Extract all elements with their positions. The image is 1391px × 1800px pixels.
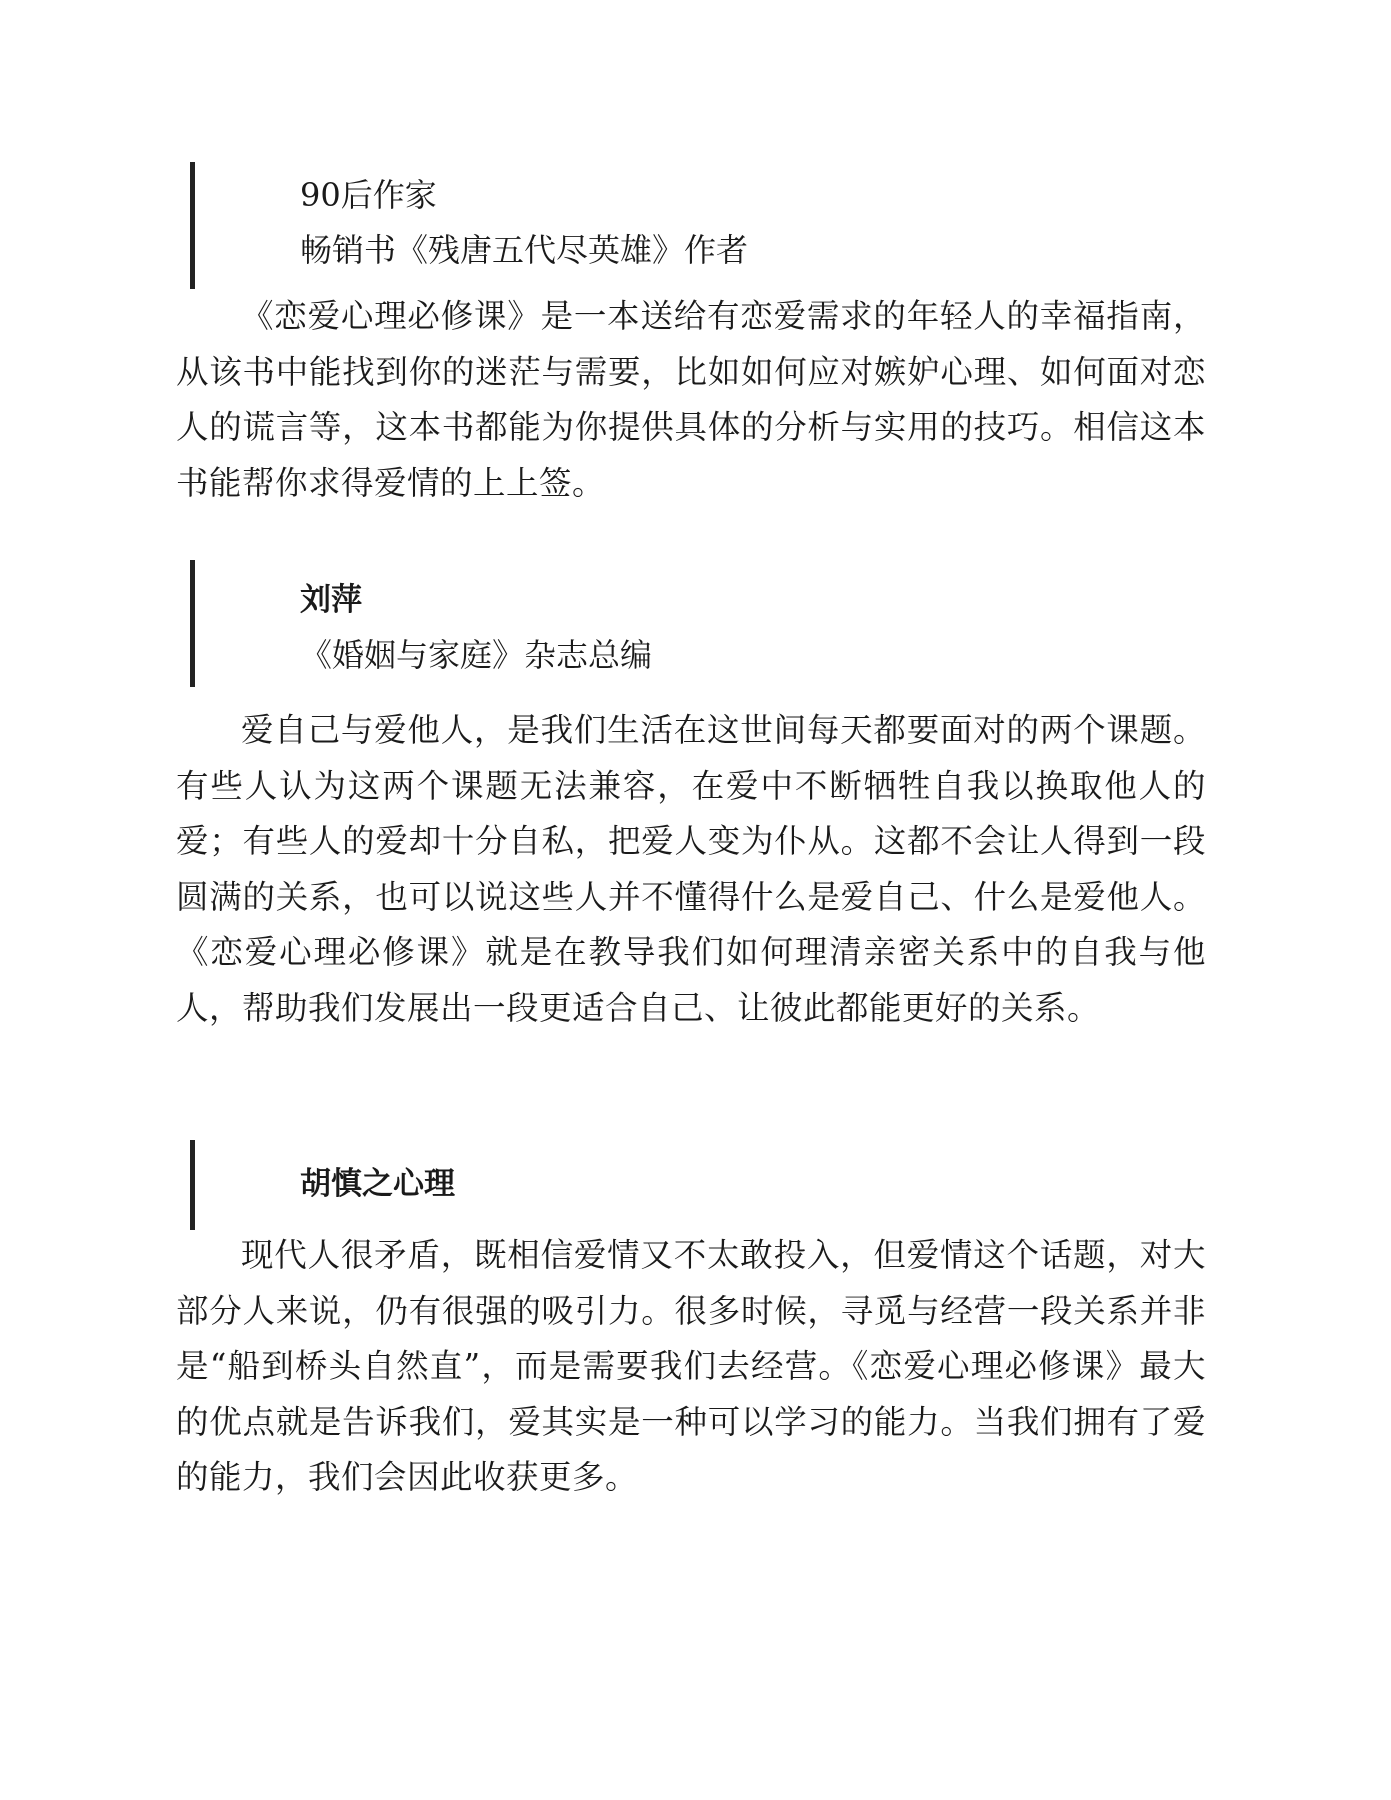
review-text-1: 《恋爱心理必修课》是一本送给有恋爱需求的年轻人的幸福指南，从该书中能找到你的迷茫与需要，比如如何应对嫉妒心理、如何面对恋人的谎言等，这本书都能为你提供具体的分析与实用的技巧。相信这本书能帮你求得爱情的上上签。: [176, 297, 1206, 502]
attribution-name: 刘萍: [300, 582, 362, 618]
review-text-2: 爱自己与爱他人，是我们生活在这世间每天都要面对的两个课题。有些人认为这两个课题无法兼容，在爱中不断牺牲自我以换取他人的爱；有些人的爱却十分自私，把爱人变为仆从。这都不会让人得到一段圆满的关系，也可以说这些人并不懂得什么是爱自己、什么是爱他人。《恋爱心理必修课》就是在教导我们如何理清亲密关系中的自我与他人，帮助我们发展出一段更适合自己、让彼此都能更好的关系。: [176, 711, 1206, 1027]
attribution-block-2: [190, 560, 1190, 687]
attribution-title: 90后作家: [300, 176, 437, 214]
attribution-subtitle: 《婚姻与家庭》杂志总编: [300, 636, 653, 674]
attribution-name: 胡慎之心理: [300, 1166, 455, 1202]
attribution-subtitle: 畅销书《残唐五代尽英雄》作者: [300, 231, 749, 269]
review-text-3: 现代人很矛盾，既相信爱情又不太敢投入，但爱情这个话题，对大部分人来说，仍有很强的吸引力。很多时候，寻觅与经营一段关系并非是“船到桥头自然直”，而是需要我们去经营。《恋爱心理必修课》最大的优点就是告诉我们，爱其实是一种可以学习的能力。当我们拥有了爱的能力，我们会因此收获更多。: [176, 1236, 1206, 1496]
attribution-block-1: [190, 162, 1190, 289]
attribution-block-3: [190, 1140, 1190, 1230]
